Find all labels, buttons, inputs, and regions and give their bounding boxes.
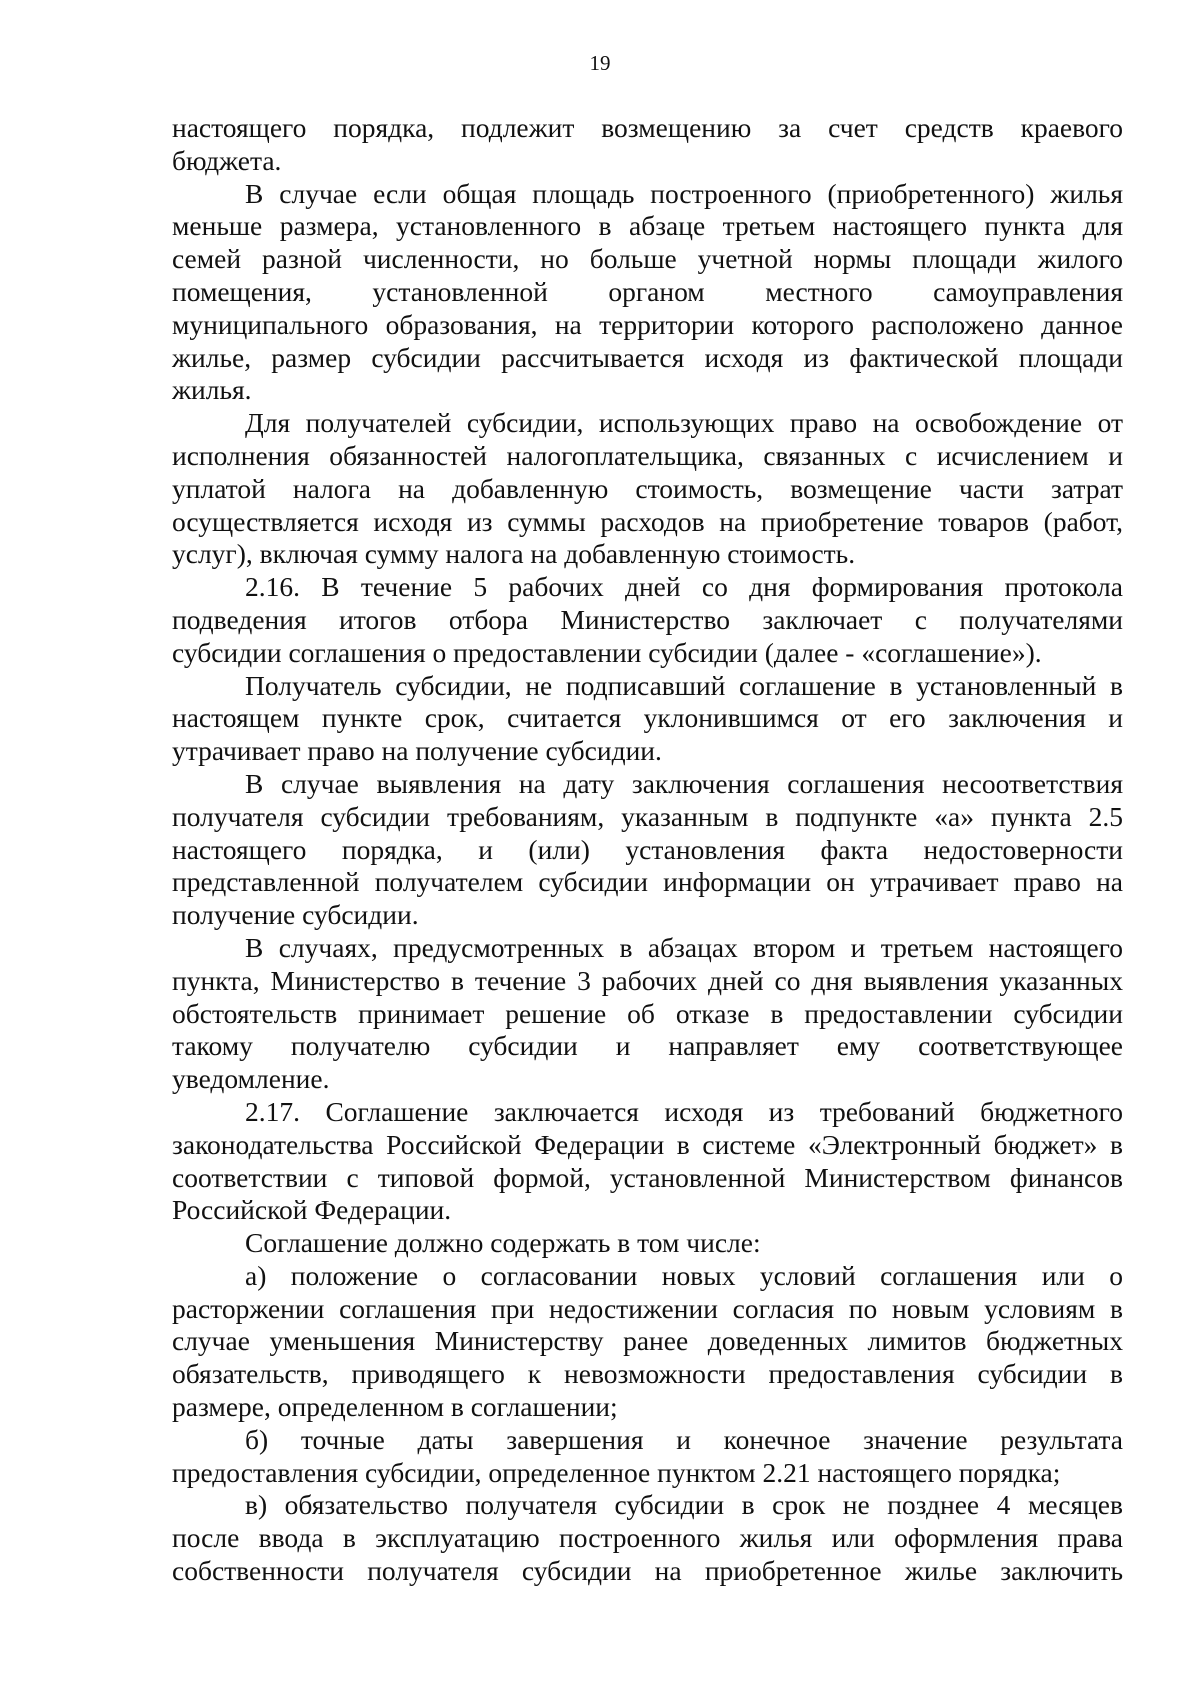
text-line: уплатой налога на добавленную стоимость, возмещение части затрат	[172, 472, 1123, 504]
text-line: меньше размера, установленного в абзаце третьем настоящего пункта для	[172, 210, 1123, 242]
text-line: В случаях, предусмотренных в абзацах втором и третьем настоящего	[245, 931, 1123, 963]
text-line: Получатель субсидии, не подписавший соглашение в установленный в	[245, 669, 1123, 701]
text-line: субсидии соглашения о предоставлении субсидии (далее - «соглашение»).	[172, 636, 1042, 668]
text-line: случае уменьшения Министерству ранее доведенных лимитов бюджетных	[172, 1325, 1123, 1357]
text-line: в) обязательство получателя субсидии в срок не позднее 4 месяцев	[245, 1489, 1123, 1521]
text-line: предоставления субсидии, определенное пунктом 2.21 настоящего порядка;	[172, 1456, 1061, 1488]
text-line: после ввода в эксплуатацию построенного жилья или оформления права	[172, 1522, 1123, 1554]
text-line: настоящего порядка, и (или) установления факта недостоверности	[172, 833, 1123, 865]
paragraph	[172, 407, 1123, 571]
paragraph	[172, 768, 1123, 932]
text-line: подведения итогов отбора Министерство заключает с получателями	[172, 603, 1123, 635]
paragraph	[172, 571, 1123, 669]
paragraph	[172, 112, 1123, 178]
text-line: пункта, Министерство в течение 3 рабочих дней со дня выявления указанных	[172, 964, 1123, 996]
text-line: обязательств, приводящего к невозможности предоставления субсидии в	[172, 1358, 1123, 1390]
text-line: осуществляется исходя из суммы расходов на приобретение товаров (работ,	[172, 505, 1123, 537]
paragraph	[172, 1424, 1123, 1490]
text-line: такому получателю субсидии и направляет ему соответствующее	[172, 1030, 1123, 1062]
text-line: уведомление.	[172, 1063, 330, 1095]
paragraph	[172, 1227, 1123, 1260]
text-line: собственности получателя субсидии на приобретенное жилье заключить	[172, 1555, 1123, 1587]
text-line: жилье, размер субсидии рассчитывается исходя из фактической площади	[172, 341, 1123, 373]
text-line: Для получателей субсидии, использующих право на освобождение от	[245, 407, 1123, 439]
text-line: В случае выявления на дату заключения соглашения несоответствия	[245, 767, 1123, 799]
paragraph	[172, 932, 1123, 1096]
text-line: помещения, установленной органом местного самоуправления	[172, 275, 1123, 307]
text-line: утрачивает право на получение субсидии.	[172, 735, 662, 767]
text-line: настоящего порядка, подлежит возмещению за счет средств краевого	[172, 112, 1123, 143]
text-line: бюджета.	[172, 144, 282, 176]
text-line: представленной получателем субсидии информации он утрачивает право на	[172, 866, 1123, 898]
text-line: обстоятельств принимает решение об отказе в предоставлении субсидии	[172, 997, 1123, 1029]
text-line: семей разной численности, но больше учетной нормы площади жилого	[172, 243, 1123, 275]
text-line: 2.17. Соглашение заключается исходя из требований бюджетного	[245, 1095, 1123, 1127]
text-line: а) положение о согласовании новых условий соглашения или о	[245, 1259, 1123, 1291]
text-line: жилья.	[172, 374, 252, 406]
text-line: получение субсидии.	[172, 899, 419, 931]
text-line: В случае если общая площадь построенного (приобретенного) жилья	[245, 177, 1123, 209]
paragraph	[172, 1096, 1123, 1227]
text-line: 2.16. В течение 5 рабочих дней со дня формирования протокола	[245, 571, 1123, 603]
text-line: Российской Федерации.	[172, 1194, 452, 1226]
paragraph	[172, 670, 1123, 768]
text-line: получателя субсидии требованиям, указанным в подпункте «а» пункта 2.5	[172, 800, 1123, 832]
text-line: расторжении соглашения при недостижении согласия по новым условиям в	[172, 1292, 1123, 1324]
document-body	[172, 112, 1123, 1588]
text-line: размере, определенном в соглашении;	[172, 1391, 618, 1423]
page-number: 19	[589, 51, 611, 75]
text-line: б) точные даты завершения и конечное значение результата	[245, 1423, 1123, 1455]
paragraph	[172, 1260, 1123, 1424]
text-line: услуг), включая сумму налога на добавленную стоимость.	[172, 538, 856, 570]
text-line: муниципального образования, на территории которого расположено данное	[172, 308, 1123, 340]
text-line: соответствии с типовой формой, установленной Министерством финансов	[172, 1161, 1123, 1193]
text-line: законодательства Российской Федерации в системе «Электронный бюджет» в	[172, 1128, 1123, 1160]
text-line: Соглашение должно содержать в том числе:	[245, 1227, 761, 1259]
paragraph	[172, 178, 1123, 408]
paragraph	[172, 1489, 1123, 1587]
text-line: исполнения обязанностей налогоплательщика, связанных с исчислением и	[172, 439, 1123, 471]
text-line: настоящем пункте срок, считается уклонившимся от его заключения и	[172, 702, 1123, 734]
